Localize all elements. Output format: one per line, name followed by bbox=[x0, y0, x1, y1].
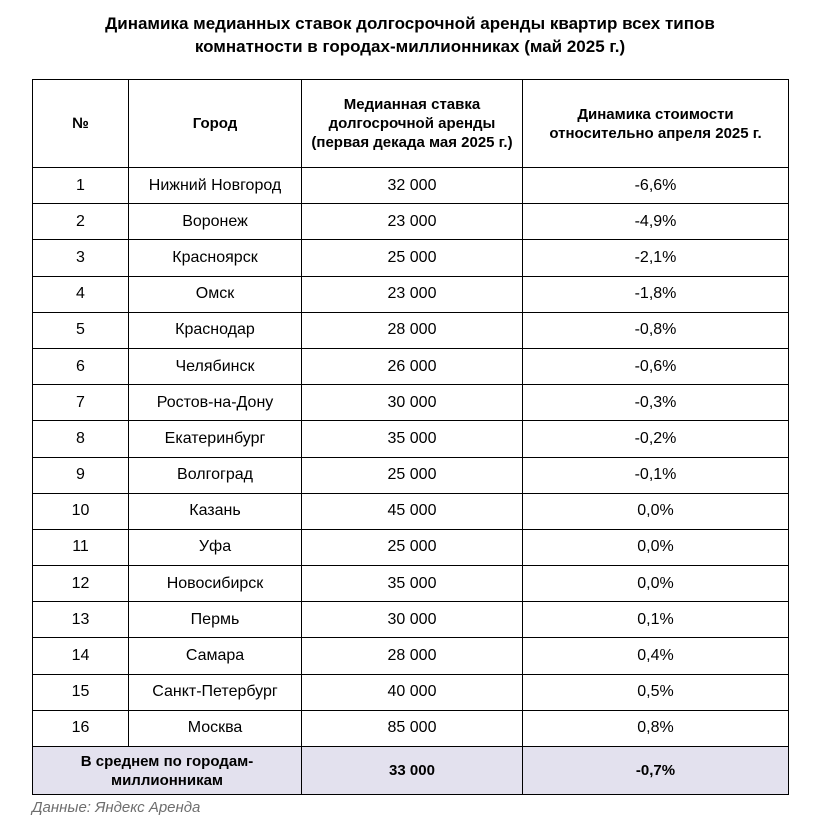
cell-change: 0,1% bbox=[523, 602, 789, 638]
table-row bbox=[33, 276, 789, 312]
table-row bbox=[33, 493, 789, 529]
rent-table bbox=[32, 79, 789, 795]
title-line-2: комнатности в городах-миллионниках (май 2025 г.) bbox=[194, 37, 626, 56]
cell-num: 3 bbox=[33, 240, 129, 276]
cell-rate: 30 000 bbox=[302, 385, 523, 421]
cell-change: 0,0% bbox=[523, 566, 789, 602]
cell-num: 13 bbox=[33, 602, 129, 638]
table-row bbox=[33, 457, 789, 493]
cell-change: -2,1% bbox=[523, 240, 789, 276]
cell-rate: 30 000 bbox=[302, 602, 523, 638]
cell-city: Новосибирск bbox=[129, 566, 302, 602]
cell-city: Екатеринбург bbox=[129, 421, 302, 457]
cell-rate: 23 000 bbox=[302, 204, 523, 240]
cell-rate: 25 000 bbox=[302, 457, 523, 493]
cell-change: 0,0% bbox=[523, 529, 789, 565]
cell-city: Краснодар bbox=[129, 312, 302, 348]
cell-num: 7 bbox=[33, 385, 129, 421]
cell-num: 8 bbox=[33, 421, 129, 457]
table-row bbox=[33, 348, 789, 384]
header-city: Город bbox=[129, 80, 302, 168]
table-row bbox=[33, 204, 789, 240]
cell-rate: 35 000 bbox=[302, 421, 523, 457]
cell-change: -6,6% bbox=[523, 168, 789, 204]
cell-change: -1,8% bbox=[523, 276, 789, 312]
cell-num: 10 bbox=[33, 493, 129, 529]
cell-num: 4 bbox=[33, 276, 129, 312]
header-num: № bbox=[33, 80, 129, 168]
cell-num: 14 bbox=[33, 638, 129, 674]
cell-change: -0,2% bbox=[523, 421, 789, 457]
cell-rate: 25 000 bbox=[302, 240, 523, 276]
cell-num: 5 bbox=[33, 312, 129, 348]
cell-change: -0,6% bbox=[523, 348, 789, 384]
cell-change: 0,8% bbox=[523, 710, 789, 746]
cell-num: 15 bbox=[33, 674, 129, 710]
summary-rate: 33 000 bbox=[302, 747, 523, 795]
cell-rate: 23 000 bbox=[302, 276, 523, 312]
cell-city: Пермь bbox=[129, 602, 302, 638]
table-row bbox=[33, 566, 789, 602]
cell-city: Челябинск bbox=[129, 348, 302, 384]
cell-change: 0,0% bbox=[523, 493, 789, 529]
cell-rate: 85 000 bbox=[302, 710, 523, 746]
summary-row bbox=[33, 747, 789, 795]
cell-num: 12 bbox=[33, 566, 129, 602]
cell-city: Красноярск bbox=[129, 240, 302, 276]
cell-rate: 40 000 bbox=[302, 674, 523, 710]
table-row bbox=[33, 529, 789, 565]
cell-rate: 35 000 bbox=[302, 566, 523, 602]
table-row bbox=[33, 638, 789, 674]
table-row bbox=[33, 312, 789, 348]
cell-num: 11 bbox=[33, 529, 129, 565]
cell-num: 9 bbox=[33, 457, 129, 493]
cell-change: 0,4% bbox=[523, 638, 789, 674]
cell-city: Казань bbox=[129, 493, 302, 529]
cell-city: Уфа bbox=[129, 529, 302, 565]
cell-city: Воронеж bbox=[129, 204, 302, 240]
cell-change: -0,1% bbox=[523, 457, 789, 493]
cell-rate: 45 000 bbox=[302, 493, 523, 529]
cell-city: Москва bbox=[129, 710, 302, 746]
cell-change: -0,8% bbox=[523, 312, 789, 348]
cell-num: 16 bbox=[33, 710, 129, 746]
cell-num: 1 bbox=[33, 168, 129, 204]
page-title bbox=[0, 12, 820, 58]
table-row bbox=[33, 421, 789, 457]
table-header-row bbox=[33, 80, 789, 168]
cell-rate: 32 000 bbox=[302, 168, 523, 204]
cell-change: -0,3% bbox=[523, 385, 789, 421]
cell-rate: 26 000 bbox=[302, 348, 523, 384]
header-rate: Медианная ставка долгосрочной аренды (первая декада мая 2025 г.) bbox=[302, 80, 523, 168]
cell-change: -4,9% bbox=[523, 204, 789, 240]
table-row bbox=[33, 674, 789, 710]
title-line-1: Динамика медианных ставок долгосрочной аренды квартир всех типов bbox=[105, 14, 715, 33]
cell-change: 0,5% bbox=[523, 674, 789, 710]
cell-city: Самара bbox=[129, 638, 302, 674]
cell-city: Волгоград bbox=[129, 457, 302, 493]
summary-change: -0,7% bbox=[523, 747, 789, 795]
cell-rate: 25 000 bbox=[302, 529, 523, 565]
table-row bbox=[33, 385, 789, 421]
table-row bbox=[33, 240, 789, 276]
cell-city: Нижний Новгород bbox=[129, 168, 302, 204]
source-note: Данные: Яндекс Аренда bbox=[32, 799, 201, 816]
cell-rate: 28 000 bbox=[302, 638, 523, 674]
cell-num: 6 bbox=[33, 348, 129, 384]
table-row bbox=[33, 168, 789, 204]
cell-city: Омск bbox=[129, 276, 302, 312]
cell-city: Санкт-Петербург bbox=[129, 674, 302, 710]
table-body bbox=[33, 168, 789, 747]
table-row bbox=[33, 602, 789, 638]
cell-num: 2 bbox=[33, 204, 129, 240]
cell-rate: 28 000 bbox=[302, 312, 523, 348]
cell-city: Ростов-на-Дону bbox=[129, 385, 302, 421]
summary-label: В среднем по городам-миллионникам bbox=[33, 747, 302, 795]
header-change: Динамика стоимости относительно апреля 2025 г. bbox=[523, 80, 789, 168]
table-row bbox=[33, 710, 789, 746]
